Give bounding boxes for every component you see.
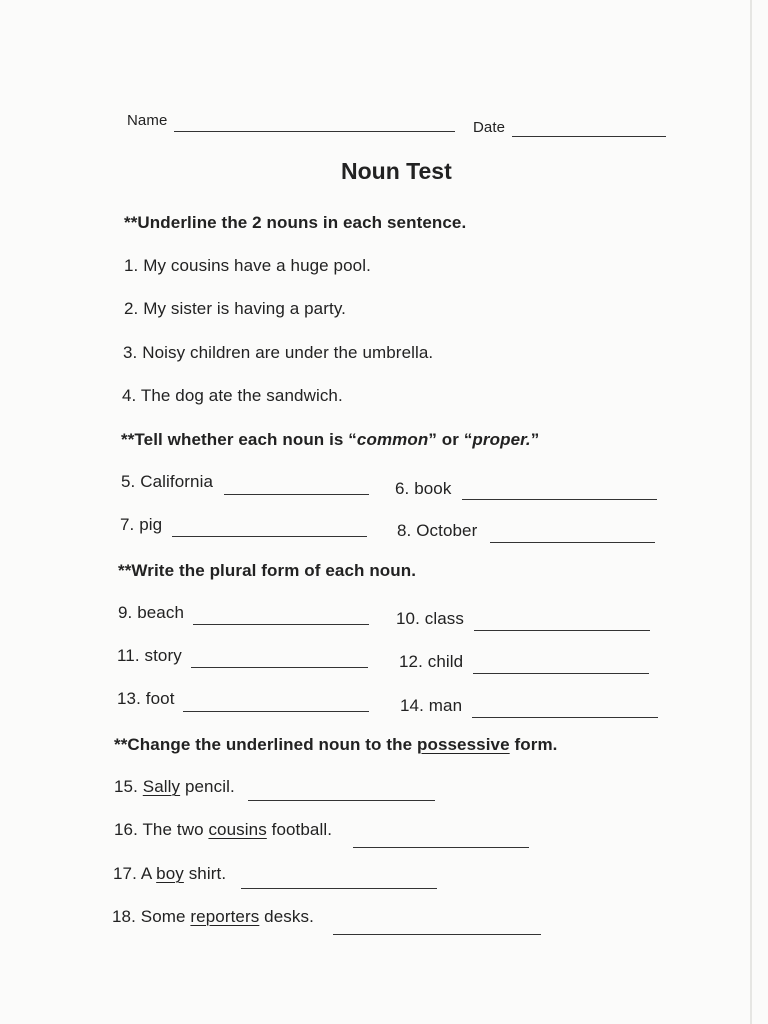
question-14: 14. man [400, 696, 463, 715]
answer-blank-10[interactable] [474, 630, 650, 631]
instruction-text: form. [509, 735, 558, 754]
answer-blank-16[interactable] [353, 847, 529, 848]
question-12: 12. child [399, 652, 464, 671]
date-label: Date [473, 119, 506, 136]
underlined-noun: cousins [208, 820, 267, 839]
question-6: 6. book [395, 479, 452, 498]
instruction-underline: **Underline the 2 nouns in each sentence. [124, 213, 467, 232]
answer-blank-15[interactable] [248, 800, 435, 801]
question-number: 16. The two [114, 820, 204, 839]
instruction-possessive-word: possessive [416, 735, 510, 754]
question-15 [114, 777, 235, 797]
instruction-proper: proper. [472, 430, 531, 449]
instruction-text: **Tell whether each noun is “ [121, 430, 357, 449]
question-10: 10. class [396, 609, 464, 628]
underlined-noun: Sally [142, 777, 181, 796]
question-18 [112, 907, 314, 927]
question-2: 2. My sister is having a party. [124, 299, 346, 318]
answer-blank-14[interactable] [472, 717, 658, 718]
date-blank[interactable] [512, 136, 666, 137]
name-blank[interactable] [174, 131, 455, 132]
question-16 [114, 820, 332, 840]
answer-blank-8[interactable] [490, 542, 655, 543]
answer-blank-11[interactable] [191, 667, 368, 668]
question-number: 15. [114, 777, 138, 796]
question-5: 5. California [121, 472, 214, 491]
name-label: Name [127, 112, 168, 129]
question-11: 11. story [117, 646, 182, 665]
question-1: 1. My cousins have a huge pool. [124, 256, 371, 275]
question-8: 8. October [397, 521, 478, 540]
underlined-noun: reporters [190, 907, 260, 926]
answer-blank-7[interactable] [172, 536, 367, 537]
instruction-text: ” [530, 430, 540, 449]
answer-blank-18[interactable] [333, 934, 541, 935]
answer-blank-17[interactable] [241, 888, 437, 889]
question-rest: football. [271, 820, 333, 839]
instruction-plural: **Write the plural form of each noun. [118, 561, 417, 580]
question-9: 9. beach [118, 603, 185, 622]
question-3: 3. Noisy children are under the umbrella. [123, 343, 434, 362]
page-edge-shadow [750, 0, 752, 1024]
question-rest: desks. [264, 907, 314, 926]
answer-blank-12[interactable] [473, 673, 649, 674]
question-rest: pencil. [184, 777, 235, 796]
instruction-common: common [356, 430, 429, 449]
underlined-noun: boy [156, 864, 184, 883]
instruction-common-proper [121, 430, 539, 450]
page-title: Noun Test [341, 158, 452, 184]
instruction-text: ” or “ [428, 430, 473, 449]
question-17 [113, 864, 226, 884]
question-4: 4. The dog ate the sandwich. [122, 386, 343, 405]
answer-blank-13[interactable] [183, 711, 369, 712]
question-13: 13. foot [117, 689, 175, 708]
question-rest: shirt. [188, 864, 227, 883]
instruction-text: **Change the underlined noun to the [114, 735, 417, 754]
question-number: 17. A [113, 864, 152, 883]
answer-blank-9[interactable] [193, 624, 369, 625]
question-number: 18. Some [112, 907, 186, 926]
answer-blank-6[interactable] [462, 499, 657, 500]
answer-blank-5[interactable] [224, 494, 369, 495]
question-7: 7. pig [120, 515, 163, 534]
instruction-possessive [114, 735, 558, 755]
